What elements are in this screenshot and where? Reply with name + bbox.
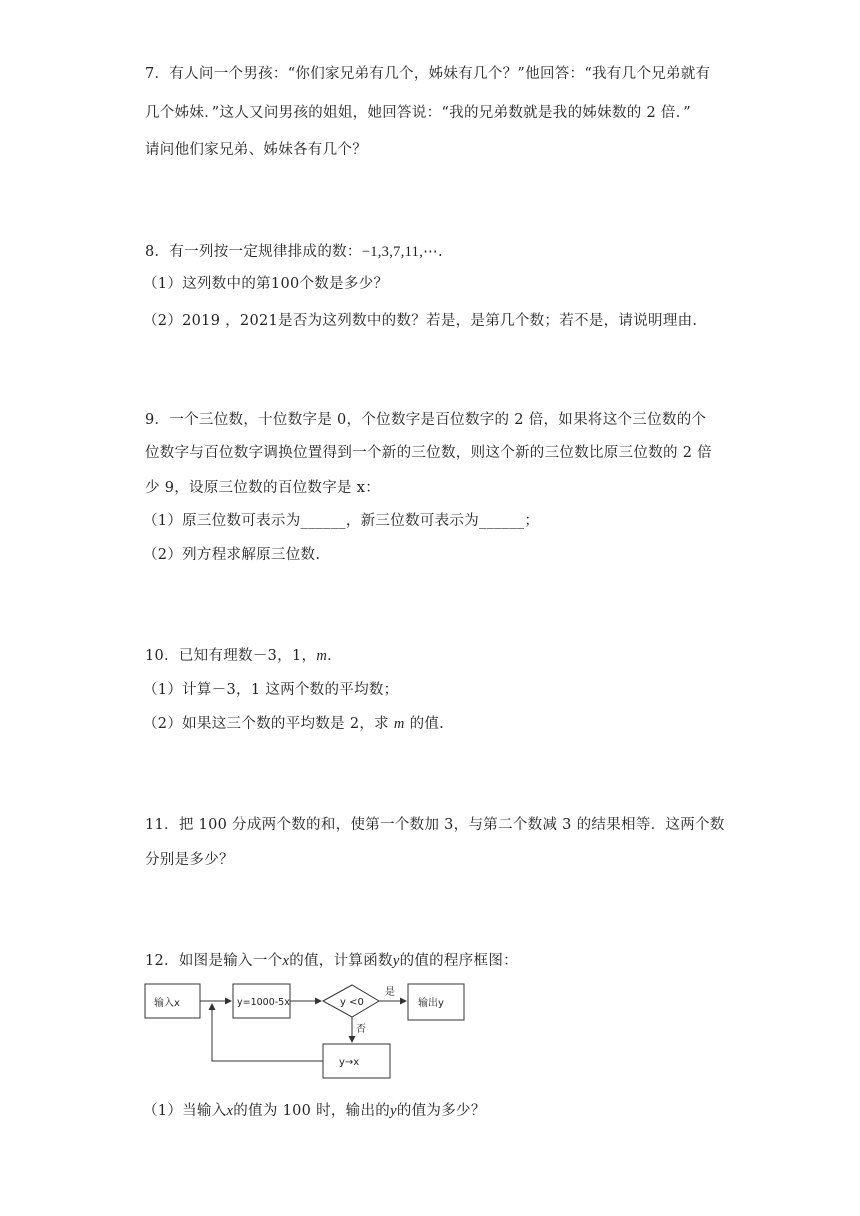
q12-part-1-b: 的值为 100 时，输出的 bbox=[233, 1103, 391, 1119]
flow-formula-label: y=1000-5x bbox=[237, 997, 290, 1008]
flow-condition-label: y <0 bbox=[340, 997, 364, 1008]
q10-part-2-text: （2）如果这三个数的平均数是 2，求 bbox=[143, 716, 394, 732]
flow-yes-label: 是 bbox=[385, 987, 395, 998]
q10-stem-end: ． bbox=[327, 648, 342, 664]
q9-part-2: （2）列方程求解原三位数. bbox=[143, 547, 321, 563]
flow-output-label: 输出y bbox=[418, 998, 444, 1009]
q9-part-1: （1）原三位数可表示为______，新三位数可表示为______； bbox=[143, 513, 540, 529]
q8-sequence-end: . bbox=[437, 244, 443, 260]
q12-var-x: x bbox=[282, 953, 290, 969]
q12-stem-c: 的值的程序框图： bbox=[399, 953, 518, 969]
flow-assign-label: y→x bbox=[339, 1057, 360, 1068]
q11-line-1: 11．把 100 分成两个数的和，使第一个数加 3，与第二个数减 3 的结果相等．这两个数 bbox=[145, 817, 725, 833]
q7-line-2: 几个姊妹．”这人又问男孩的姐姐，她回答说：“我的兄弟数就是我的姊妹数的 2 倍．” bbox=[145, 105, 691, 121]
flow-input-label: 输入x bbox=[154, 998, 180, 1009]
q12-part-1-c: 的值为多少？ bbox=[396, 1103, 486, 1119]
q9-line-2: 位数字与百位数字调换位置得到一个新的三位数，则这个新的三位数比原三位数的 2 倍 bbox=[145, 445, 712, 461]
flow-no-label: 否 bbox=[356, 1024, 366, 1035]
q12-stem-a: 12．如图是输入一个 bbox=[145, 953, 283, 969]
q12-var-y: y bbox=[392, 953, 400, 969]
q7-line-1: 7．有人问一个男孩：“你们家兄弟有几个，姊妹有几个？”他回答：“我有几个兄弟就有 bbox=[145, 66, 711, 82]
q12-part-1-x: x bbox=[226, 1103, 234, 1119]
q8-part-2: （2）2019 ，2021是否为这列数中的数？若是，是第几个数；若不是，请说明理由. bbox=[143, 313, 698, 329]
q9-line-1: 9．一个三位数，十位数字是 0，个位数字是百位数字的 2 倍，如果将这个三位数的个 bbox=[145, 412, 707, 428]
q10-part-2-end: 的值. bbox=[404, 716, 445, 732]
q10-part-2-var: m bbox=[393, 716, 405, 732]
program-flowchart bbox=[140, 982, 480, 1082]
q7-line-3: 请问他们家兄弟、姊妹各有几个？ bbox=[145, 142, 367, 158]
q10-var-m: m bbox=[316, 648, 328, 664]
q10-part-2 bbox=[143, 714, 444, 734]
q12-part-1 bbox=[143, 1101, 486, 1121]
q12-line-1 bbox=[145, 951, 518, 971]
q8-part-1: （1）这列数中的第100个数是多少？ bbox=[143, 276, 389, 292]
q8-sequence: −1,3,7,11,⋯ bbox=[361, 244, 438, 260]
q12-stem-b: 的值，计算函数 bbox=[289, 953, 393, 969]
q12-part-1-a: （1）当输入 bbox=[143, 1103, 227, 1119]
q12-part-1-y: y bbox=[390, 1103, 397, 1119]
q8-stem: 8．有一列按一定规律排成的数： bbox=[145, 244, 362, 260]
q11-line-2: 分别是多少？ bbox=[145, 852, 234, 868]
q9-line-3: 少 9，设原三位数的百位数字是 x： bbox=[145, 480, 381, 496]
q10-stem: 10．已知有理数－3，1， bbox=[145, 648, 317, 664]
q8-line-1 bbox=[145, 242, 443, 262]
q10-line-1 bbox=[145, 646, 342, 666]
q10-part-1: （1）计算－3，1 这两个数的平均数； bbox=[143, 682, 399, 698]
